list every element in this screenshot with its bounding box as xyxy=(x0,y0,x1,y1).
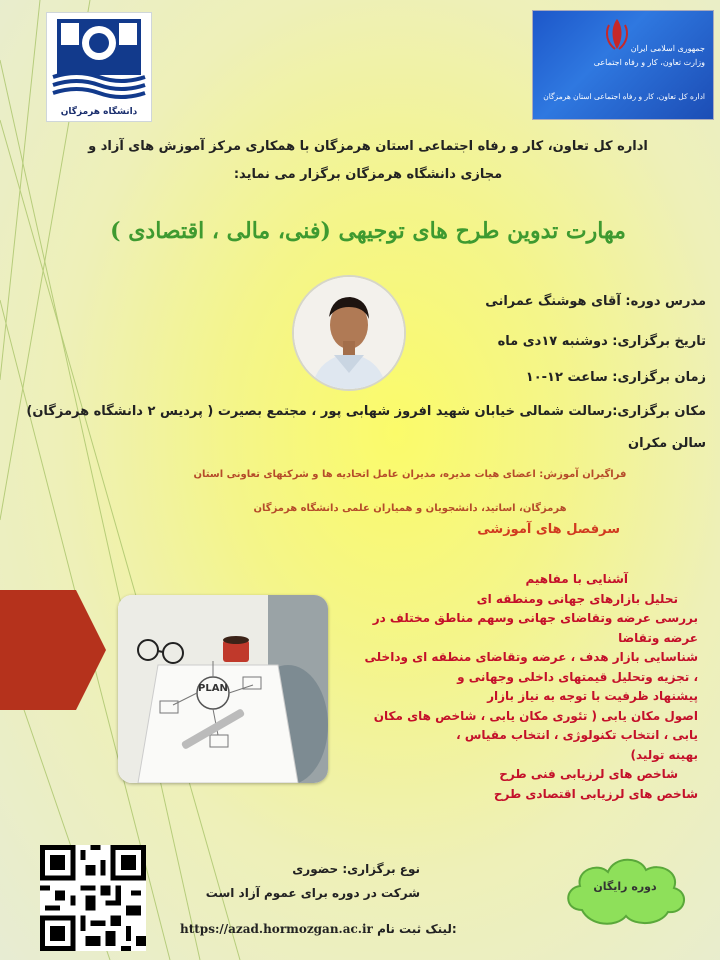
curriculum-heading: سرفصل های آموزشی xyxy=(477,522,620,537)
date-info: تاریخ برگزاری: دوشنبه ۱۷دی ماه xyxy=(497,334,706,349)
red-arrow-shape xyxy=(0,590,108,710)
qr-code-icon xyxy=(40,845,146,951)
registration-url[interactable]: https://azad.hormozgan.ac.ir xyxy=(180,922,373,936)
intro-text xyxy=(40,133,696,189)
free-participation: شرکت در دوره برای عموم آزاد است xyxy=(205,886,420,900)
topic-item: شاخص های لرزیابی فنی طرح xyxy=(499,767,678,781)
topic-item: تحلیل بازارهای جهانی ومنطقه ای xyxy=(476,591,678,606)
university-emblem-icon xyxy=(47,13,151,99)
registration-label: لینک ثبت نام: xyxy=(377,922,457,936)
topic-item: اصول مکان یابی ( تئوری مکان یابی ، شاخص های مکان xyxy=(373,708,698,723)
hall-info: سالن مکران xyxy=(627,436,706,451)
topic-item: ، تجزیه وتحلیل قیمتهای داخلی وجهانی و xyxy=(457,669,698,684)
topic-item: شاخص های لرزیابی اقتصادی طرح xyxy=(493,786,698,801)
instructor-photo xyxy=(292,275,406,391)
topics-list xyxy=(298,570,698,804)
plan-label: PLAN xyxy=(198,683,228,694)
intro-line-1: اداره کل تعاون، کار و رفاه اجتماعی استان هرمزگان با همکاری مرکز آموزش های آزاد و xyxy=(88,139,648,154)
free-course-badge xyxy=(560,850,690,930)
qr-code[interactable] xyxy=(40,845,146,951)
university-caption: دانشگاه هرمزگان xyxy=(60,107,138,117)
planning-image xyxy=(118,595,328,783)
topic-item: آشنایی با مفاهیم xyxy=(525,572,628,586)
topic-item: بررسی عرضه وتقاضای جهانی وسهم مناطق مختلف در xyxy=(372,611,698,625)
topic-item: عرضه وتقاضا xyxy=(618,630,698,645)
topic-item: بهینه تولید) xyxy=(630,747,698,762)
registration-link xyxy=(180,922,457,936)
gov-line-3: اداره کل تعاون، کار و رفاه اجتماعی استان هرمزگان xyxy=(543,92,705,101)
ministry-logo xyxy=(532,10,714,120)
topic-item: شناسایی بازار هدف ، عرضه وتقاضای منطقه ای وداخلی xyxy=(364,650,698,664)
topic-item: پیشنهاد ظرفیت با توجه به نیاز بازار xyxy=(487,689,698,703)
topic-item: یابی ، انتخاب تکنولوژی ، انتخاب مقیاس ، xyxy=(456,728,698,742)
university-logo xyxy=(46,12,152,122)
participants-line-1: فراگیران آموزش: اعضای هیات مدیره، مدیران عامل اتحادیه ها و شرکتهای تعاونی استان xyxy=(193,469,627,480)
delivery-type: نوع برگزاری: حضوری xyxy=(292,862,420,876)
participants xyxy=(120,464,700,520)
participants-line-2: هرمزگان، اساتید، دانشجویان و همیاران علمی دانشگاه هرمزگان xyxy=(253,503,567,514)
intro-line-2: مجازی دانشگاه هرمزگان برگزار می نماید: xyxy=(233,167,503,182)
time-info: زمان برگزاری: ساعت ۱۲-۱۰ xyxy=(525,370,706,385)
badge-label: دوره رایگان xyxy=(593,880,657,893)
gov-line-2: وزارت تعاون، کار و رفاه اجتماعی xyxy=(593,58,705,67)
gov-line-1: جمهوری اسلامی ایران xyxy=(630,44,705,53)
instructor-info: مدرس دوره: آقای هوشنگ عمرانی xyxy=(485,294,706,309)
place-info: مکان برگزاری:رسالت شمالی خیابان شهید افروز شهابی پور ، مجتمع بصیرت ( پردیس ۲ دانشگاه هرمزگان) xyxy=(26,404,706,419)
course-title: مهارت تدوین طرح های توجیهی (فنی، مالی ، اقتصادی ) xyxy=(110,218,626,244)
